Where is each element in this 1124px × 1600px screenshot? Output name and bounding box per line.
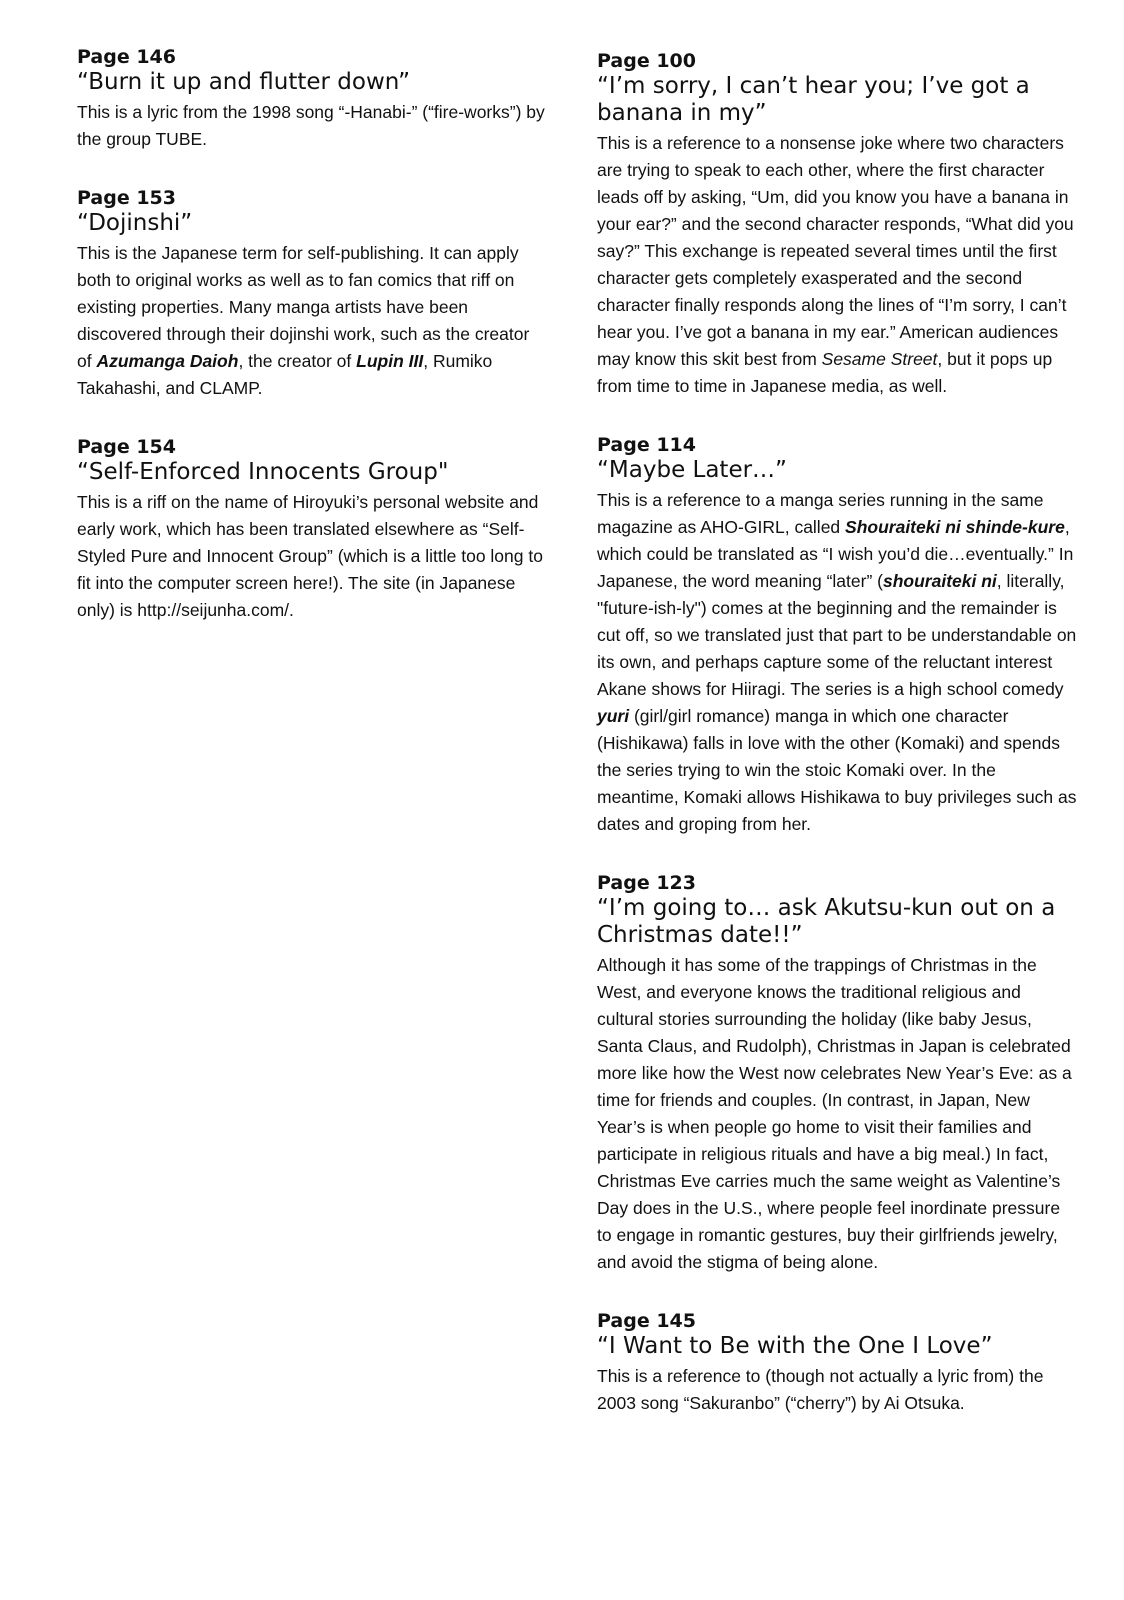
note-text: , literally, "future-ish-ly") comes at the beginning and the remainder is cut off, so we translated just that part to be understandable on its own, and perhaps capture some of the reluctant interest Akane shows for Hiiragi. The series is a high school comedy xyxy=(597,571,1077,699)
japanese-term: shouraiteki ni xyxy=(882,571,997,591)
work-title: Sesame Street xyxy=(821,349,938,369)
japanese-term: yuri xyxy=(597,706,630,726)
work-title: Azumanga Daioh xyxy=(96,351,239,371)
note-text: This is a reference to a manga series running in the same magazine as AHO-GIRL, called xyxy=(597,490,1044,537)
note-body xyxy=(597,487,1077,838)
note-title: “I Want to Be with the One I Love” xyxy=(597,1333,993,1359)
note-page-146 xyxy=(77,46,547,153)
note-body xyxy=(597,952,1077,1276)
page-label: Page 100 xyxy=(597,50,696,72)
page-label: Page 146 xyxy=(77,46,176,68)
note-text: , Rumiko Takahashi, and CLAMP. xyxy=(77,351,493,398)
note-title: “Dojinshi” xyxy=(77,210,193,236)
note-text: Although it has some of the trappings of Christmas in the West, and everyone knows the traditional religious and cultural stories surrounding the holiday (like baby Jesus, Santa Claus, and Rudolph), Christmas in Japan is celebrated more like how the West now celebrates New Year’s Eve: as a time for friends and couples. (In contrast, in Japan, New Year’s is when people go home to visit their families and participate in religious rituals and have a big meal.) In fact, Christmas Eve carries much the same weight as Valentine’s Day does in the U.S., where people feel inordinate pressure to engage in romantic gestures, buy their girlfriends jewelry, and avoid the stigma of being alone. xyxy=(597,955,1072,1272)
note-page-114 xyxy=(597,434,1077,838)
page-label: Page 145 xyxy=(597,1310,696,1332)
note-title: “Self-Enforced Innocents Group" xyxy=(77,459,449,485)
note-page-123 xyxy=(597,872,1077,1276)
left-column xyxy=(77,46,547,658)
note-body xyxy=(77,99,547,153)
note-text: , but it pops up from time to time in Japanese media, as well. xyxy=(597,349,1053,396)
note-page-154 xyxy=(77,436,547,624)
page-label: Page 114 xyxy=(597,434,696,456)
work-title: Lupin III xyxy=(356,351,424,371)
note-body xyxy=(77,240,547,402)
note-body xyxy=(77,489,547,624)
note-title: “I’m going to… ask Akutsu-kun out on a Christmas date!!” xyxy=(597,895,1056,948)
note-text: , which could be translated as “I wish you’d die…eventually.” In Japanese, the word meaning “later” ( xyxy=(597,517,1074,591)
note-text: This is a reference to a nonsense joke where two characters are trying to speak to each other, where the first character leads off by asking, “Um, did you know you have a banana in your ear?” and the second character responds, “What did you say?” This exchange is repeated several times until the first character gets completely exasperated and the second character finally responds along the lines of “I’m sorry, I can’t hear you. I’ve got a banana in my ear.” American audiences may know this skit best from xyxy=(597,133,1074,369)
note-title: “Burn it up and flutter down” xyxy=(77,69,411,95)
page-label: Page 123 xyxy=(597,872,696,894)
page-label: Page 153 xyxy=(77,187,176,209)
note-text: This is a lyric from the 1998 song “-Hanabi-” (“fire-works”) by the group TUBE. xyxy=(77,102,545,149)
page-label: Page 154 xyxy=(77,436,176,458)
note-title: “I’m sorry, I can’t hear you; I’ve got a banana in my” xyxy=(597,73,1030,126)
note-title: “Maybe Later…” xyxy=(597,457,787,483)
work-title: Shouraiteki ni shinde-kure xyxy=(845,517,1065,537)
note-text: This is a reference to (though not actually a lyric from) the 2003 song “Sakuranbo” (“cherry”) by Ai Otsuka. xyxy=(597,1366,1044,1413)
right-column xyxy=(597,50,1077,1451)
note-body xyxy=(597,130,1077,400)
note-body xyxy=(597,1363,1077,1417)
note-page-100 xyxy=(597,50,1077,400)
note-text: This is a riff on the name of Hiroyuki’s personal website and early work, which has been translated elsewhere as “Self-Styled Pure and Innocent Group” (which is a little too long to fit into the computer screen here!). The site (in Japanese only) is http://seijunha.com/. xyxy=(77,492,543,620)
note-text: This is the Japanese term for self-publishing. It can apply both to original works as well as to fan comics that riff on existing properties. Many manga artists have been discovered through their dojinshi work, such as the creator of xyxy=(77,243,530,371)
note-page-153 xyxy=(77,187,547,402)
note-text: , the creator of xyxy=(238,351,357,371)
note-page-145 xyxy=(597,1310,1077,1417)
note-text: (girl/girl romance) manga in which one character (Hishikawa) falls in love with the other (Komaki) and spends the series trying to win the stoic Komaki over. In the meantime, Komaki allows Hishikawa to buy privileges such as dates and groping from her. xyxy=(597,706,1077,834)
